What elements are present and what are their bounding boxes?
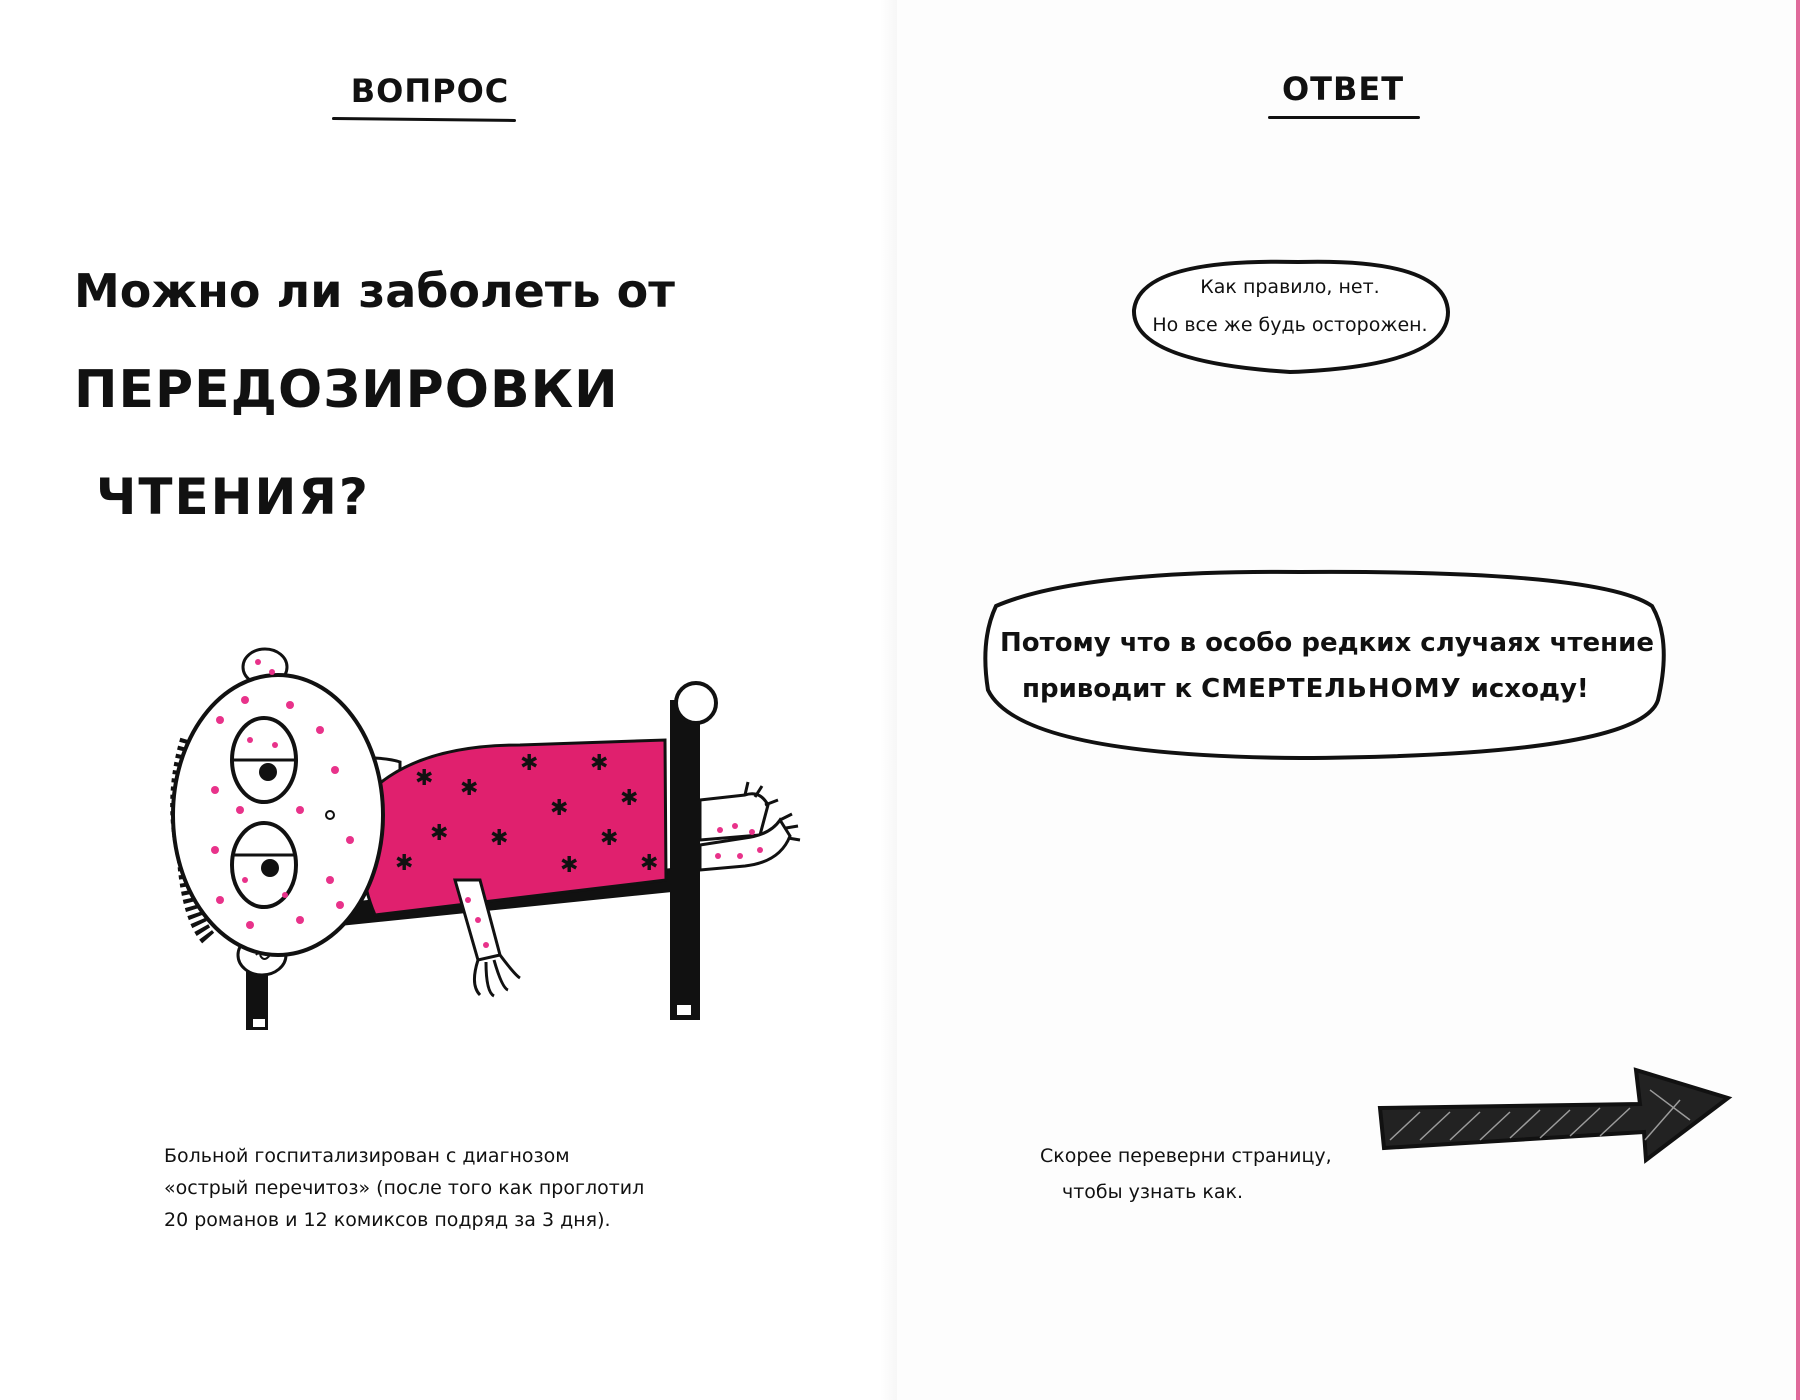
question-line-2: ПЕРЕДОЗИРОВКИ	[74, 360, 619, 420]
svg-text:✱: ✱	[490, 826, 509, 851]
answer-label: ОТВЕТ	[1281, 70, 1405, 108]
turn-page-line-2: чтобы узнать как.	[1062, 1181, 1244, 1203]
svg-text:✱: ✱	[590, 751, 609, 776]
caption-line-2: «острый перечитоз» (после того как проглотил	[164, 1177, 645, 1199]
svg-text:✱: ✱	[520, 751, 539, 776]
svg-text:✱: ✱	[395, 851, 414, 876]
svg-text:✱: ✱	[600, 826, 619, 851]
small-bubble-line-2: Но все же будь осторожен.	[1152, 314, 1428, 336]
question-label: ВОПРОС	[350, 72, 510, 110]
question-line-1: Можно ли заболеть от	[74, 264, 675, 318]
caption-line-3: 20 романов и 12 комиксов подряд за 3 дня).	[164, 1209, 611, 1231]
big-bubble-line-1: Потому что в особо редких случаях чтение	[1000, 628, 1654, 658]
big-bubble-line-2-start: приводит к	[1022, 674, 1202, 704]
svg-text:✱: ✱	[640, 851, 659, 876]
svg-text:✱: ✱	[620, 786, 639, 811]
svg-text:✱: ✱	[460, 776, 479, 801]
caption-line-1: Больной госпитализирован с диагнозом	[164, 1145, 570, 1167]
turn-page-line-1: Скорее переверни страницу,	[1040, 1145, 1332, 1167]
svg-text:✱: ✱	[550, 796, 569, 821]
svg-text:✱: ✱	[415, 766, 434, 791]
small-bubble-line-1: Как правило, нет.	[1200, 276, 1380, 298]
svg-text:✱: ✱	[560, 853, 579, 878]
big-bubble-line-2-end: исходу!	[1461, 674, 1589, 704]
question-line-3: ЧТЕНИЯ?	[96, 468, 370, 526]
big-bubble-emphasis: СМЕРТЕЛЬНОМУ	[1201, 674, 1462, 704]
svg-text:✱: ✱	[430, 821, 449, 846]
